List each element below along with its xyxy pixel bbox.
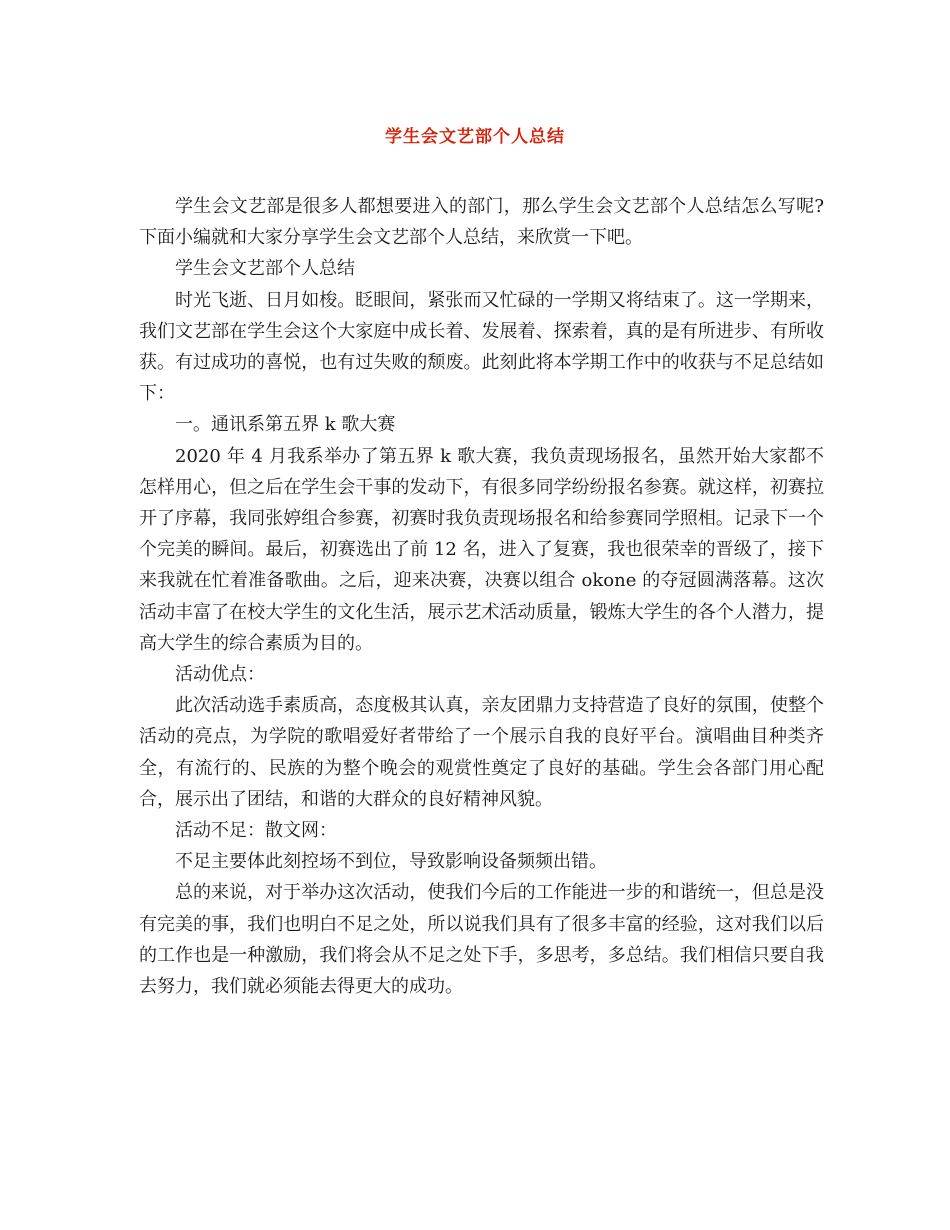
event-heading: 一。通讯系第五界 k 歌大赛	[175, 414, 396, 436]
strengths-heading: 活动优点：	[175, 664, 265, 686]
opening-paragraph: 时光飞逝、日月如梭。眨眼间，紧张而又忙碌的一学期又将结束了。这一学期来，我们文艺部在学生会这个大家庭中成长着、发展着、探索着，真的是有所进步、有所收获。有过成功的喜悦，也有过失败的颓废。此刻此将本学期工作中的收获与不足总结如下：	[139, 289, 824, 405]
conclusion-paragraph: 总的来说，对于举办这次活动，使我们今后的工作能进一步的和谐统一，但总是没有完美的事，我们也明白不足之处，所以说我们具有了很多丰富的经验，这对我们以后的工作也是一种激励，我们将会从不足之处下手，多思考，多总结。我们相信只要自我去努力，我们就必须能去得更大的成功。	[139, 882, 824, 998]
document-body	[139, 191, 824, 1002]
document-title: 学生会文艺部个人总结	[385, 127, 565, 147]
event-description-paragraph: 2020 年 4 月我系举办了第五界 k 歌大赛，我负责现场报名，虽然开始大家都不怎样用心，但之后在学生会干事的发动下，有很多同学纷纷报名参赛。就这样，初赛拉开了序幕，我同张婷组合参赛，初赛时我负责现场报名和给参赛同学照相。记录下一个个完美的瞬间。最后，初赛选出了前 12 名，进入了复赛，我也很荣幸的晋级了，接下来我就在忙着准备歌曲。之后，迎来决赛，决赛以组合 okone 的夺冠圆满落幕。这次活动丰富了在校大学生的文化生活，展示艺术活动质量，锻炼大学生的各个人潜力，提高大学生的综合素质为目的。	[139, 445, 824, 654]
weaknesses-paragraph: 不足主要体此刻控场不到位，导致影响设备频频出错。	[175, 851, 607, 873]
section-heading: 学生会文艺部个人总结	[175, 258, 355, 280]
weaknesses-heading: 活动不足：散文网：	[175, 820, 337, 842]
strengths-paragraph: 此次活动选手素质高，态度极其认真，亲友团鼎力支持营造了良好的氛围，使整个活动的亮点，为学院的歌唱爱好者带给了一个展示自我的良好平台。演唱曲目种类齐全，有流行的、民族的为整个晚会的观赏性奠定了良好的基础。学生会各部门用心配合，展示出了团结，和谐的大群众的良好精神风貌。	[139, 695, 824, 810]
intro-paragraph: 学生会文艺部是很多人都想要进入的部门，那么学生会文艺部个人总结怎么写呢?下面小编就和大家分享学生会文艺部个人总结，来欣赏一下吧。	[139, 196, 824, 249]
